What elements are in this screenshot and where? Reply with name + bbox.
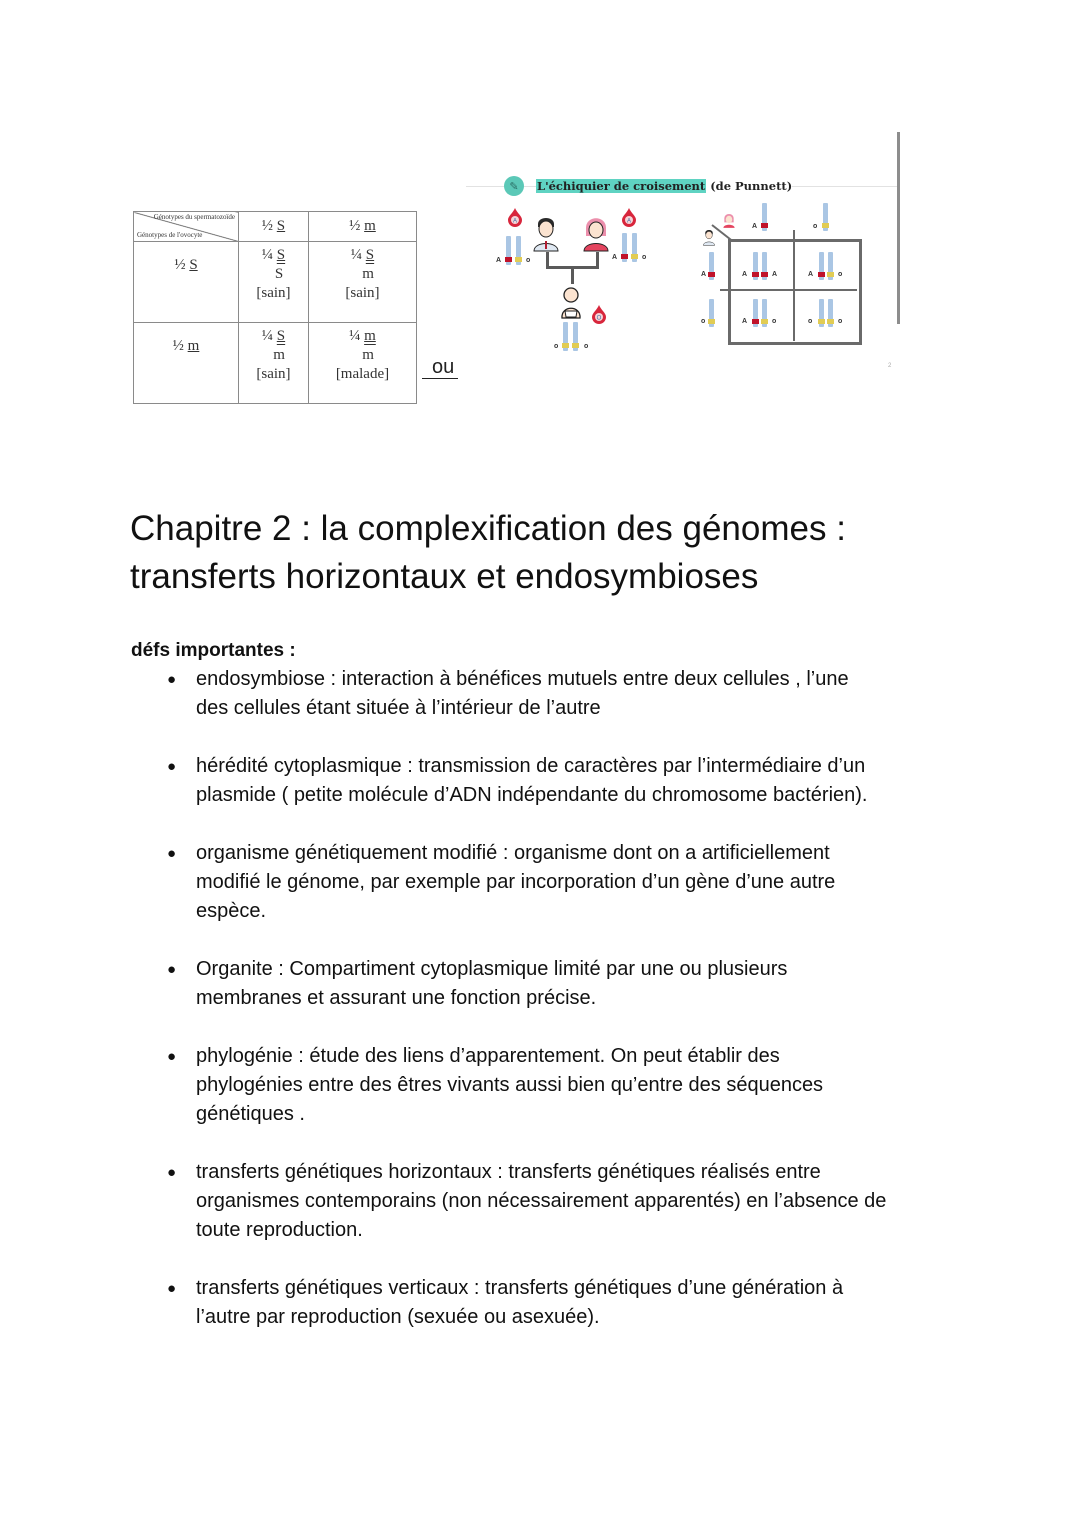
allele-label: o	[526, 257, 531, 264]
child-baby-icon	[559, 287, 583, 319]
chromosome	[762, 299, 767, 327]
gamete-label: o	[813, 223, 818, 230]
punnett-slide-image	[466, 130, 906, 375]
bullet-icon: ●	[167, 1048, 177, 1065]
definitions-heading: défs importantes :	[131, 640, 296, 661]
chromosome	[622, 233, 627, 262]
bullet-icon: ●	[167, 961, 177, 978]
cell-allele: o	[838, 271, 843, 278]
father-avatar-icon	[531, 214, 561, 252]
chromosome	[709, 299, 714, 327]
table-cell: ¼ S m [sain]	[239, 323, 309, 404]
chromosome	[753, 299, 758, 327]
table-cell: ¼ S m [sain]	[308, 242, 416, 323]
row-header: ½ m	[134, 323, 239, 404]
cell-allele: o	[808, 318, 813, 325]
blood-drop-o-icon	[591, 305, 607, 324]
allele-label: o	[584, 343, 589, 350]
chromosome	[762, 252, 767, 280]
definition-item: ● hérédité cytoplasmique : transmission de caractères par l’intermédiaire d’un plasmide ( petite molécule d’ADN indépendante du chromosome bactérien).	[131, 752, 961, 810]
slide-page-number: 2	[888, 363, 892, 369]
chromosome	[762, 203, 767, 231]
definitions-list	[131, 665, 961, 1332]
slide-edge-bar	[897, 132, 900, 324]
svg-text:A: A	[626, 218, 632, 225]
definition-item: ● organisme génétiquement modifié : organisme dont on a artificiellement modifié le génome, par exemple par incorporation d’un gène d’une autre espèce.	[131, 839, 961, 926]
bullet-icon: ●	[167, 758, 177, 775]
dna-icon: ✎	[504, 176, 524, 196]
bullet-icon: ●	[167, 1280, 177, 1297]
slide-title: L'échiquier de croisement (de Punnett)	[537, 179, 793, 193]
bullet-icon: ●	[167, 1164, 177, 1181]
mother-avatar-icon	[581, 214, 611, 252]
mother-small-icon	[722, 212, 736, 228]
allele-label: o	[642, 254, 647, 261]
chromosome	[506, 236, 511, 265]
blood-drop-a-icon	[507, 208, 523, 227]
chapter-title-line2: transferts horizontaux et endosymbioses	[130, 557, 759, 596]
gamete-label: A	[701, 271, 707, 278]
table-corner-header	[134, 212, 239, 242]
blood-drop-a-icon	[621, 208, 637, 227]
cell-allele: A	[808, 271, 814, 278]
cell-allele: A	[742, 271, 748, 278]
chromosome	[573, 322, 578, 351]
cell-allele: A	[772, 271, 778, 278]
allele-label: A	[496, 257, 502, 264]
cell-allele: o	[772, 318, 777, 325]
chromosome	[828, 299, 833, 327]
chapter-title-line1: Chapitre 2 : la complexification des génomes :	[130, 509, 846, 548]
bullet-icon: ●	[167, 671, 177, 688]
grid-divider	[793, 230, 795, 341]
or-connector-text: ou	[422, 356, 458, 379]
bullet-icon: ●	[167, 845, 177, 862]
chromosome	[516, 236, 521, 265]
table-cell: ¼ S S [sain]	[239, 242, 309, 323]
cell-allele: o	[838, 318, 843, 325]
grid-divider	[720, 289, 857, 291]
chapter-title	[130, 505, 950, 601]
allele-label: A	[612, 254, 618, 261]
chromosome	[823, 203, 828, 231]
chromosome	[632, 233, 637, 262]
table-cell: ¼ m m [malade]	[308, 323, 416, 404]
family-connector	[571, 266, 574, 284]
svg-text:A: A	[512, 218, 518, 225]
definition-item: ● endosymbiose : interaction à bénéfices mutuels entre deux cellules , l’une des cellules étant située à l’intérieur de l’autre	[131, 665, 961, 723]
chromosome	[828, 252, 833, 280]
chromosome	[819, 252, 824, 280]
cell-allele: A	[742, 318, 748, 325]
chromosome	[753, 252, 758, 280]
svg-text:O: O	[596, 315, 602, 322]
punnett-grid	[728, 239, 862, 345]
chromosome	[563, 322, 568, 351]
chromosome	[819, 299, 824, 327]
genotype-cross-table	[133, 211, 417, 404]
definition-item: ● transferts génétiques verticaux : transferts génétiques d’une génération à l’autre par reproduction (sexuée ou asexuée).	[131, 1274, 961, 1332]
definition-item: ● Organite : Compartiment cytoplasmique limité par une ou plusieurs membranes et assurant une fonction précise.	[131, 955, 961, 1013]
gamete-label: A	[752, 223, 758, 230]
chromosome	[709, 252, 714, 280]
allele-label: o	[554, 343, 559, 350]
column-header: ½ S	[239, 212, 309, 242]
gamete-label: o	[701, 318, 706, 325]
column-header: ½ m	[308, 212, 416, 242]
oocyte-genotypes-label: Génotypes de l'ovocyte	[137, 231, 203, 239]
definition-item: ● phylogénie : étude des liens d’apparentement. On peut établir des phylogénies entre des êtres vivants aussi bien qu’entre des séquences génétiques .	[131, 1042, 961, 1129]
row-header: ½ S	[134, 242, 239, 323]
father-small-icon	[702, 228, 716, 246]
definition-item: ● transferts génétiques horizontaux : transferts génétiques réalisés entre organismes contemporains (non nécessairement apparentés) en l’absence de toute reproduction.	[131, 1158, 961, 1245]
sperm-genotypes-label: Génotypes du spermatozoïde	[153, 213, 235, 221]
